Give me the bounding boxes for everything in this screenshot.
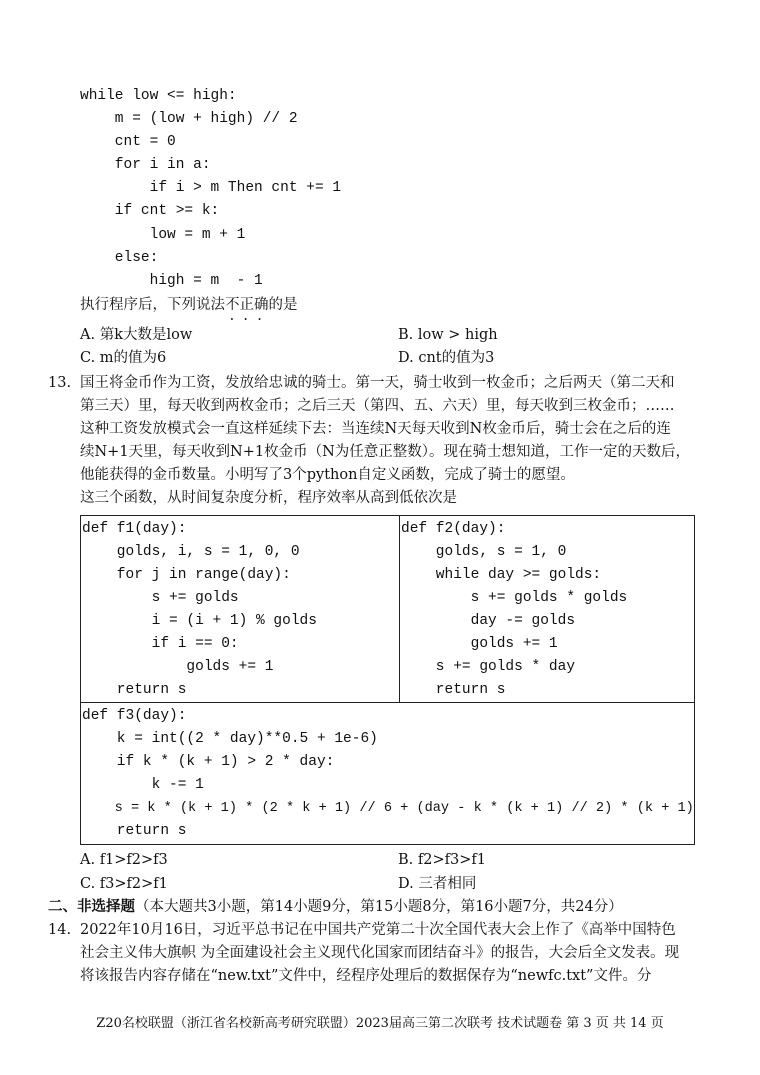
emphasis-dots: · · · bbox=[225, 312, 262, 328]
q13-paragraph-line: 第三天）里，每天收到两枚金币；之后三天（第四、五、六天）里，每天收到三枚金币；…… bbox=[80, 398, 675, 414]
q13-paragraph-line: 续N+1天里，每天收到N+1枚金币（N为任意正整数）。现在骑士想知道，工作一定的天数后， bbox=[80, 444, 691, 460]
q13-paragraph-line: 他能获得的金币数量。小明写了3个python自定义函数，完成了骑士的愿望。 bbox=[80, 467, 575, 483]
q12-stem-part: 执行程序后，下列说法 bbox=[80, 297, 225, 313]
q13-option-b[interactable]: B. f2>f3>f1 bbox=[398, 852, 486, 868]
code-line: if k * (k + 1) > 2 * day: bbox=[82, 754, 335, 770]
q13-option-d[interactable]: D. 三者相同 bbox=[398, 876, 477, 892]
code-line: def f3(day): bbox=[82, 708, 187, 724]
code-line: m = (low + high) // 2 bbox=[80, 111, 298, 127]
code-line: return s bbox=[401, 682, 506, 698]
code-line: return s bbox=[82, 823, 187, 839]
code-line: while low <= high: bbox=[80, 88, 237, 104]
code-line: for i in a: bbox=[80, 157, 211, 173]
q12-emphasis: 不正确 bbox=[225, 297, 269, 313]
code-line: s += golds bbox=[82, 590, 239, 606]
q14-number: 14. bbox=[48, 922, 72, 938]
q14-line: 将该报告内容存储在“new.txt”文件中，经程序处理后的数据保存为“newfc.txt”文件。分 bbox=[80, 968, 652, 984]
q13-option-c[interactable]: C. f3>f2>f1 bbox=[80, 876, 168, 892]
code-line: golds, s = 1, 0 bbox=[401, 544, 567, 560]
code-line: for j in range(day): bbox=[82, 567, 291, 583]
q12-stem-part: 的是 bbox=[268, 297, 298, 313]
code-line: s += golds * golds bbox=[401, 590, 628, 606]
function-table bbox=[80, 515, 695, 845]
code-line: day -= golds bbox=[401, 613, 576, 629]
q13-stem: 这三个函数，从时间复杂度分析，程序效率从高到低依次是 bbox=[80, 490, 457, 506]
code-line: k = int((2 * day)**0.5 + 1e-6) bbox=[82, 731, 378, 747]
code-line: cnt = 0 bbox=[80, 134, 176, 150]
code-line: high = m - 1 bbox=[80, 273, 263, 289]
q12-option-a[interactable]: A. 第k大数是low bbox=[80, 327, 193, 343]
code-line: golds += 1 bbox=[82, 659, 274, 675]
code-line: k -= 1 bbox=[82, 777, 204, 793]
code-line: return s bbox=[82, 682, 187, 698]
code-line: while day >= golds: bbox=[401, 567, 602, 583]
q14-line: 社会主义伟大旗帜 为全面建设社会主义现代化国家而团结奋斗》的报告，大会后全文发表。现 bbox=[80, 945, 680, 961]
section-heading bbox=[48, 897, 623, 917]
code-line: else: bbox=[80, 250, 159, 266]
f2-cell bbox=[400, 516, 695, 703]
code-line: if i > m Then cnt += 1 bbox=[80, 180, 342, 196]
code-line: if cnt >= k: bbox=[80, 203, 220, 219]
q13-paragraph-line: 国王将金币作为工资，发放给忠诚的骑士。第一天，骑士收到一枚金币；之后两天（第二天和 bbox=[80, 375, 675, 391]
q12-option-c[interactable]: C. m的值为6 bbox=[80, 350, 167, 366]
q13-number: 13. bbox=[48, 375, 72, 391]
code-line: def f1(day): bbox=[82, 521, 187, 537]
q13-option-a[interactable]: A. f1>f2>f3 bbox=[80, 852, 168, 868]
code-line: low = m + 1 bbox=[80, 227, 246, 243]
q13-paragraph-line: 这种工资发放模式会一直这样延续下去：当连续N天每天收到N枚金币后，骑士会在之后的连 bbox=[80, 421, 671, 437]
section-note: （本大题共3小题，第14小题9分，第15小题8分，第16小题7分，共24分） bbox=[135, 899, 623, 915]
q12-option-d[interactable]: D. cnt的值为3 bbox=[398, 350, 495, 366]
code-line: golds, i, s = 1, 0, 0 bbox=[82, 544, 300, 560]
code-line: golds += 1 bbox=[401, 636, 558, 652]
q12-option-b[interactable]: B. low > high bbox=[398, 327, 498, 343]
code-line: def f2(day): bbox=[401, 521, 506, 537]
f3-cell bbox=[81, 703, 695, 845]
q14-line: 2022年10月16日，习近平总书记在中国共产党第二十次全国代表大会上作了《高举中国特色 bbox=[80, 922, 676, 938]
f1-cell bbox=[81, 516, 400, 703]
page-footer: Z20名校联盟（浙江省名校新高考研究联盟）2023届高三第二次联考 技术试题卷 第 3 页 共 14 页 bbox=[96, 1016, 664, 1031]
code-line: s = k * (k + 1) * (2 * k + 1) // 6 + (day - k * (k + 1) // 2) * (k + 1) bbox=[82, 801, 694, 816]
code-line: i = (i + 1) % golds bbox=[82, 613, 317, 629]
section-title: 二、非选择题 bbox=[48, 898, 135, 915]
code-line: s += golds * day bbox=[401, 659, 576, 675]
code-line: if i == 0: bbox=[82, 636, 239, 652]
